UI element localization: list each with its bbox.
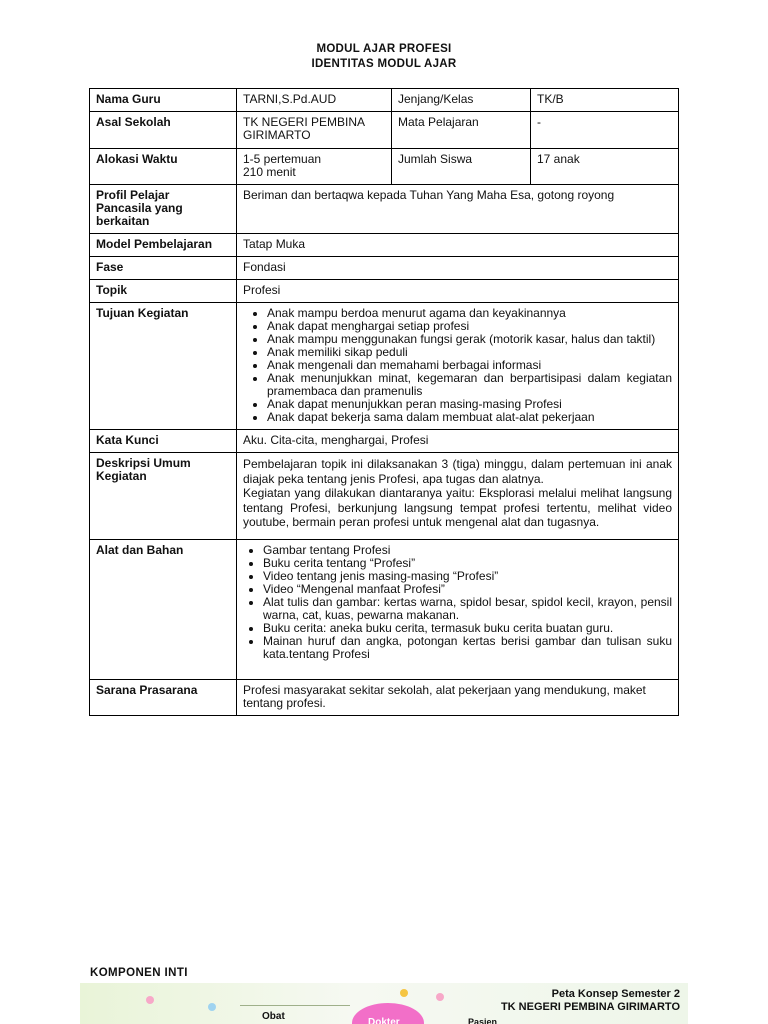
list-item: • Gambar tentang Profesi xyxy=(263,544,672,557)
banner-node-pasien: Pasien xyxy=(468,1017,498,1024)
asal-sekolah-line-2: GIRIMARTO xyxy=(243,128,311,142)
list-item: • Mainan huruf dan angka, potongan kertas berisi gambar dan tulisan suku kata.tentang Profesi xyxy=(263,635,672,661)
profil-label-line-1: Profil Pelajar xyxy=(96,188,170,202)
list-item: • Anak memiliki sikap peduli xyxy=(267,346,672,359)
table-row-nama-guru xyxy=(90,89,679,112)
list-item: • Anak mampu menggunakan fungsi gerak (motorik kasar, halus dan taktil) xyxy=(267,333,672,346)
fase-label: Fase xyxy=(90,257,237,280)
heart-icon xyxy=(208,1003,216,1011)
profil-label-line-3: berkaitan xyxy=(96,214,150,228)
banner-title-line-2: TK NEGERI PEMBINA GIRIMARTO xyxy=(500,1001,680,1013)
mapel-value: - xyxy=(531,112,679,149)
banner-node-bubble xyxy=(352,1003,424,1024)
table-row-profil xyxy=(90,185,679,234)
nama-guru-label: Nama Guru xyxy=(90,89,237,112)
alat-label: Alat dan Bahan xyxy=(90,539,237,679)
deskripsi-label xyxy=(90,453,237,540)
document-subtitle: IDENTITAS MODUL AJAR xyxy=(311,58,457,70)
list-item: • Anak mampu berdoa menurut agama dan keyakinannya xyxy=(267,307,672,320)
sarana-label: Sarana Prasarana xyxy=(90,679,237,715)
alokasi-label: Alokasi Waktu xyxy=(90,149,237,185)
komponen-inti-heading: KOMPONEN INTI xyxy=(90,967,188,979)
banner-connector-line xyxy=(240,1005,350,1006)
table-row-topik xyxy=(90,280,679,303)
deskripsi-paragraph-1: Pembelajaran topik ini dilaksanakan 3 (tiga) minggu, dalam pertemuan ini anak diajak peka tentang jenis Profesi, apa tugas dan alatnya. xyxy=(243,457,672,486)
model-label: Model Pembelajaran xyxy=(90,234,237,257)
jumlah-siswa-value: 17 anak xyxy=(531,149,679,185)
mapel-label: Mata Pelajaran xyxy=(392,112,531,149)
banner-node-dokter: Dokter xyxy=(368,1017,400,1024)
table-row-fase xyxy=(90,257,679,280)
list-item: • Alat tulis dan gambar: kertas warna, spidol besar, spidol kecil, krayon, pensil warna, cat, kuas, pewarna makanan. xyxy=(263,596,672,622)
identity-table xyxy=(89,88,679,716)
banner-title-line-1: Peta Konsep Semester 2 xyxy=(551,988,680,1000)
deskripsi-value xyxy=(237,453,679,540)
banner-node-obat: Obat xyxy=(262,1011,285,1022)
list-item: • Anak dapat bekerja sama dalam membuat alat-alat pekerjaan xyxy=(267,411,672,424)
tujuan-label: Tujuan Kegiatan xyxy=(90,303,237,430)
alokasi-line-2: 210 menit xyxy=(243,165,296,179)
list-item: • Buku cerita tentang “Profesi” xyxy=(263,557,672,570)
alokasi-value xyxy=(237,149,392,185)
heart-icon xyxy=(146,996,154,1004)
jenjang-label: Jenjang/Kelas xyxy=(392,89,531,112)
tujuan-list-cell xyxy=(237,303,679,430)
table-row-deskripsi xyxy=(90,453,679,540)
list-item: • Buku cerita: aneka buku cerita, termasuk buku cerita buatan guru. xyxy=(263,622,672,635)
nama-guru-value: TARNI,S.Pd.AUD xyxy=(237,89,392,112)
alat-list xyxy=(243,544,672,661)
topik-label: Topik xyxy=(90,280,237,303)
tujuan-list xyxy=(243,307,672,424)
kata-kunci-value: Aku. Cita-cita, menghargai, Profesi xyxy=(237,430,679,453)
list-item: • Anak menunjukkan minat, kegemaran dan berpartisipasi dalam kegiatan pramembaca dan pramenulis xyxy=(267,372,672,398)
topik-value: Profesi xyxy=(237,280,679,303)
list-item: • Anak dapat menunjukkan peran masing-masing Profesi xyxy=(267,398,672,411)
deskripsi-label-line-1: Deskripsi Umum xyxy=(96,456,191,470)
heart-icon xyxy=(436,993,444,1001)
profil-label xyxy=(90,185,237,234)
kata-kunci-label: Kata Kunci xyxy=(90,430,237,453)
asal-sekolah-line-1: TK NEGERI PEMBINA xyxy=(243,115,366,129)
asal-sekolah-value xyxy=(237,112,392,149)
table-row-sarana xyxy=(90,679,679,715)
table-row-alokasi xyxy=(90,149,679,185)
concept-map-banner xyxy=(80,983,688,1024)
list-item: • Anak dapat menghargai setiap profesi xyxy=(267,320,672,333)
profil-label-line-2: Pancasila yang xyxy=(96,201,183,215)
document-title: MODUL AJAR PROFESI xyxy=(316,43,452,55)
table-row-tujuan xyxy=(90,303,679,430)
sarana-value: Profesi masyarakat sekitar sekolah, alat pekerjaan yang mendukung, maket tentang profesi. xyxy=(237,679,679,715)
table-row-kata-kunci xyxy=(90,430,679,453)
model-value: Tatap Muka xyxy=(237,234,679,257)
table-row-alat xyxy=(90,539,679,679)
list-item: • Video “Mengenal manfaat Profesi” xyxy=(263,583,672,596)
profil-value: Beriman dan bertaqwa kepada Tuhan Yang Maha Esa, gotong royong xyxy=(237,185,679,234)
asal-sekolah-label: Asal Sekolah xyxy=(90,112,237,149)
list-item: • Anak mengenali dan memahami berbagai informasi xyxy=(267,359,672,372)
deskripsi-paragraph-2: Kegiatan yang dilakukan diantaranya yaitu: Eksplorasi melalui melihat langsung tentang Profesi, berkunjung langsung tempat profesi tertentu, melihat video youtube, bermain peran profesi untuk mengenal alat dan tugasnya. xyxy=(243,486,672,530)
list-item: • Video tentang jenis masing-masing “Profesi” xyxy=(263,570,672,583)
alokasi-line-1: 1-5 pertemuan xyxy=(243,152,322,166)
table-row-asal-sekolah xyxy=(90,112,679,149)
heart-icon xyxy=(400,989,408,997)
jenjang-value: TK/B xyxy=(531,89,679,112)
jumlah-siswa-label: Jumlah Siswa xyxy=(392,149,531,185)
fase-value: Fondasi xyxy=(237,257,679,280)
deskripsi-label-line-2: Kegiatan xyxy=(96,469,147,483)
table-row-model xyxy=(90,234,679,257)
alat-list-cell xyxy=(237,539,679,679)
